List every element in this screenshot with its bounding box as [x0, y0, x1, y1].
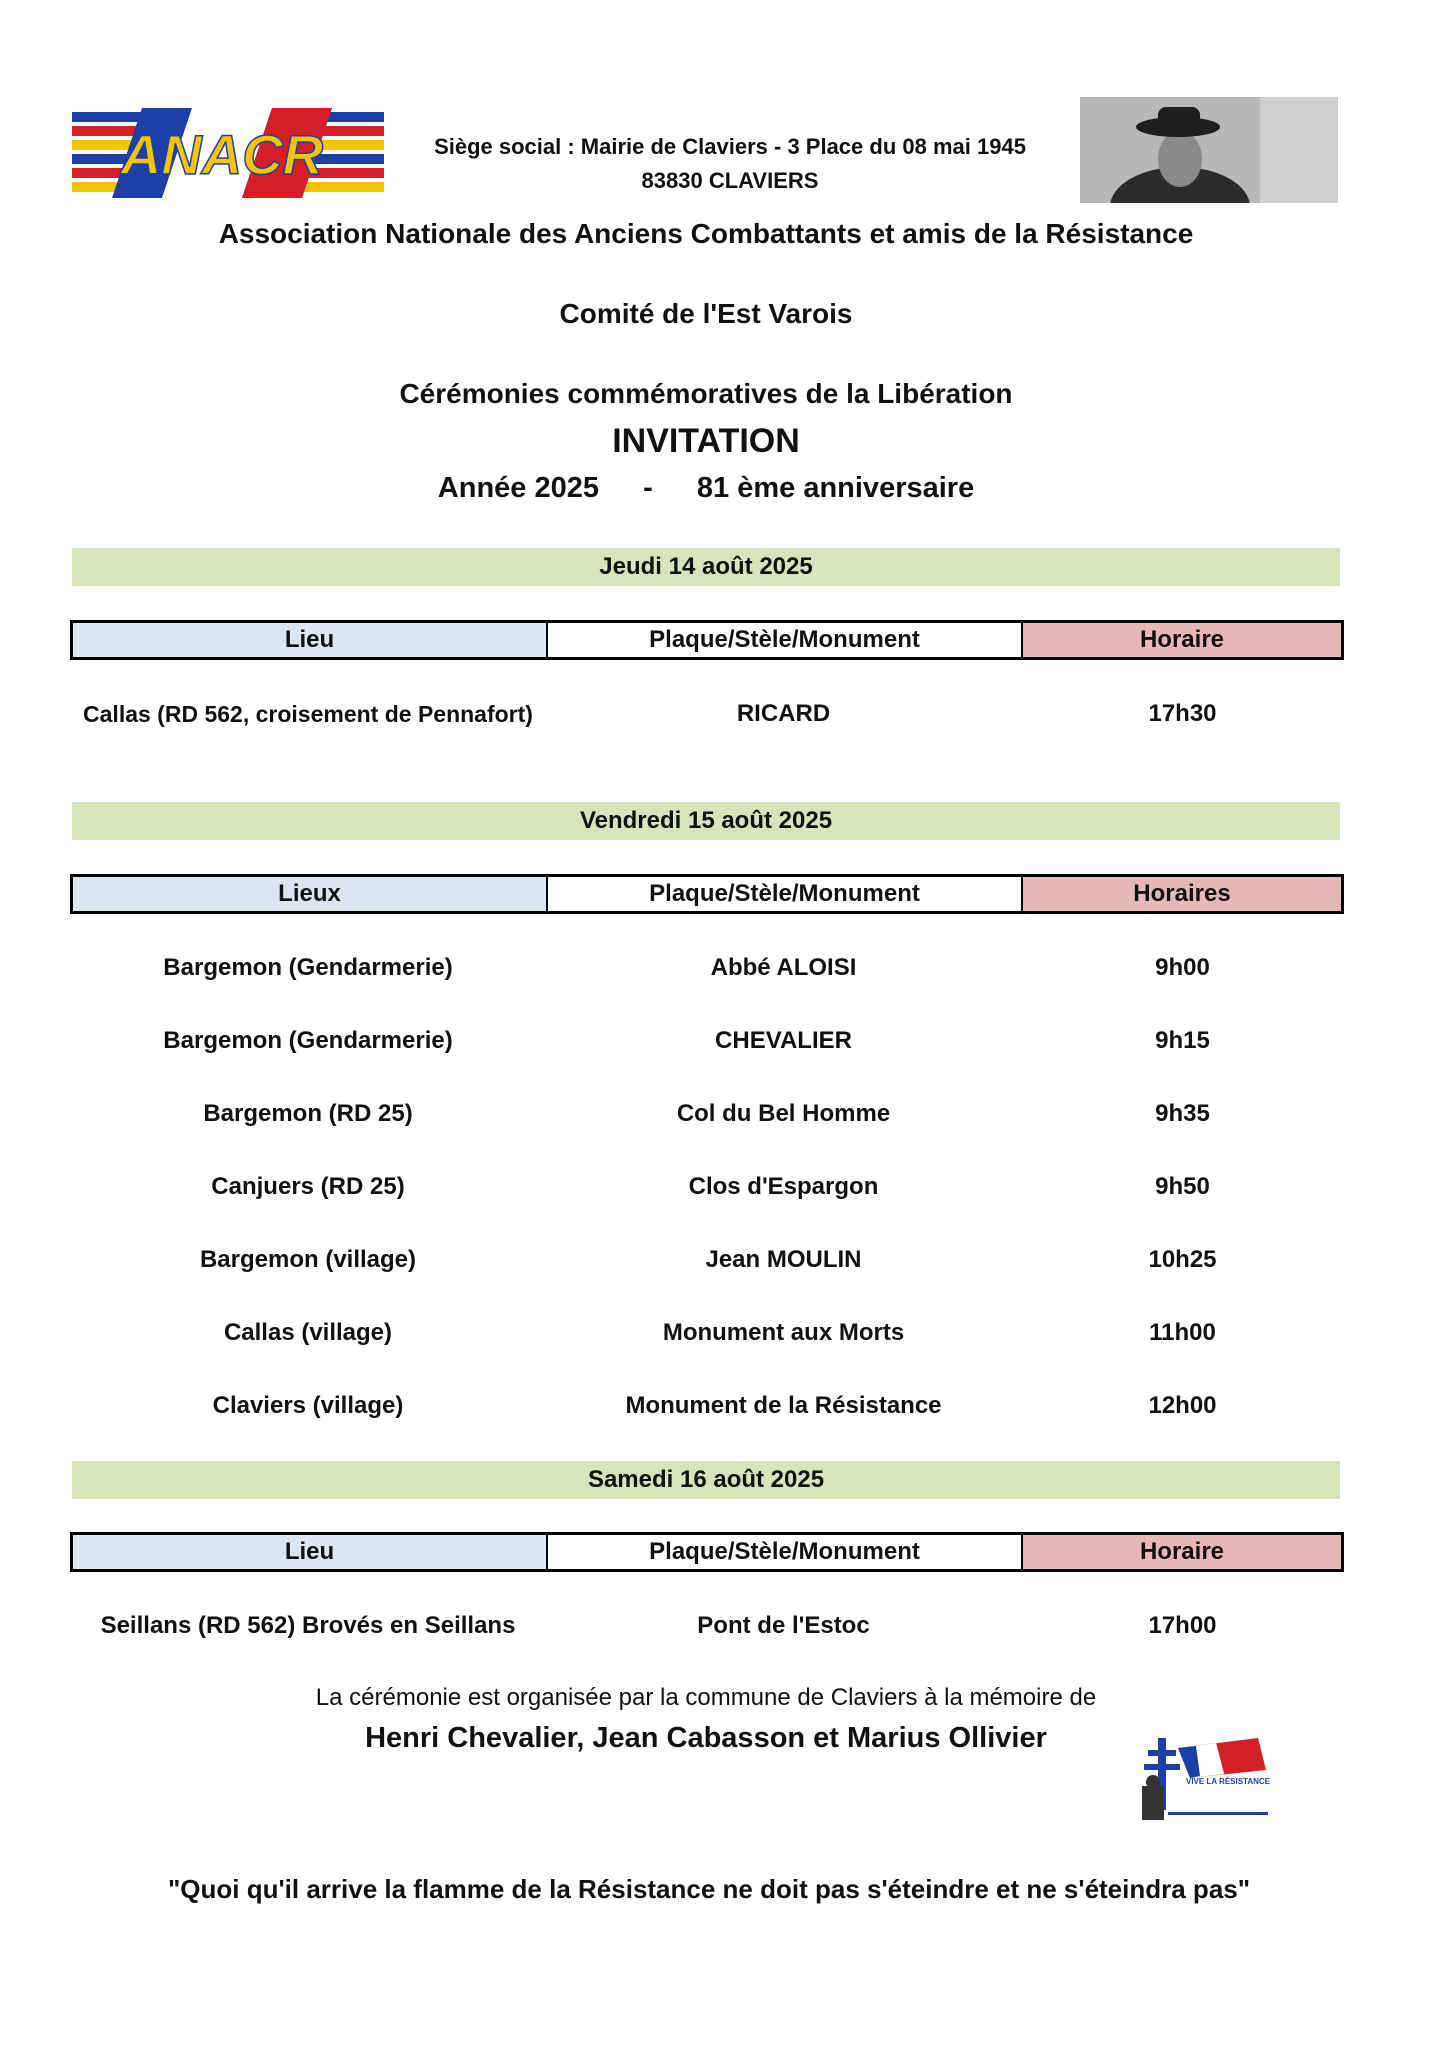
cell-lieu: Bargemon (village): [199, 1246, 417, 1273]
footer-note: La cérémonie est organisée par la commune de Claviers à la mémoire de: [315, 1684, 1097, 1711]
cell-horaire: 9h50: [1155, 1173, 1210, 1200]
closing-quote: "Quoi qu'il arrive la flamme de la Résistance ne doit pas s'éteindre et ne s'éteindra pas": [167, 1874, 1251, 1904]
cell-horaire: 9h00: [1155, 954, 1210, 981]
siege-social: [400, 130, 1060, 198]
header-lieu: Lieu: [73, 1535, 548, 1569]
table-header: [70, 874, 1344, 914]
header-horaire: Horaire: [1023, 623, 1341, 657]
cell-plaque: Monument aux Morts: [662, 1319, 905, 1346]
cell-horaire: 11h00: [1149, 1319, 1216, 1346]
table-row: [70, 1167, 1344, 1207]
year-separator: -: [643, 472, 653, 504]
anacr-logo: [72, 108, 384, 198]
invitation-title: INVITATION: [612, 422, 800, 460]
table-row: [70, 1094, 1344, 1134]
cell-horaire: 10h25: [1148, 1246, 1217, 1273]
header-plaque: Plaque/Stèle/Monument: [548, 877, 1023, 911]
day-bar-samedi: Samedi 16 août 2025: [72, 1461, 1340, 1499]
cell-horaire: 12h00: [1148, 1392, 1217, 1419]
table-row: [70, 1606, 1344, 1646]
cell-lieu: Seillans (RD 562) Brovés en Seillans: [100, 1612, 516, 1639]
header-horaire: Horaire: [1023, 1535, 1341, 1569]
resistance-emblem: [1138, 1728, 1274, 1824]
cell-plaque: CHEVALIER: [715, 1027, 852, 1054]
header-horaire: Horaires: [1023, 877, 1341, 911]
anniversary-label: 81 ème anniversaire: [696, 472, 975, 504]
cell-plaque: Abbé ALOISI: [710, 954, 857, 981]
cell-lieu: Bargemon (Gendarmerie): [163, 954, 453, 981]
cell-lieu: Canjuers (RD 25): [211, 1173, 405, 1200]
association-title: Association Nationale des Anciens Combattants et amis de la Résistance: [218, 218, 1194, 249]
siege-line-1: Siège social : Mairie de Claviers - 3 Place du 08 mai 1945: [434, 134, 1026, 159]
cell-horaire: 17h30: [1148, 700, 1217, 727]
cell-plaque: Clos d'Espargon: [688, 1173, 879, 1200]
cell-plaque: Monument de la Résistance: [625, 1392, 942, 1419]
day-bar-vendredi: Vendredi 15 août 2025: [72, 802, 1340, 840]
cell-lieu: Bargemon (RD 25): [203, 1100, 413, 1127]
year-line: [0, 472, 1412, 505]
table-row: [70, 1386, 1344, 1426]
cell-plaque: RICARD: [736, 700, 831, 727]
year-label: Année 2025: [437, 472, 599, 504]
siege-line-2: 83830 CLAVIERS: [641, 168, 819, 193]
ceremonies-title: Cérémonies commémoratives de la Libération: [399, 378, 1013, 409]
cell-horaire: 17h00: [1148, 1612, 1217, 1639]
cell-lieu: Callas (village): [223, 1319, 393, 1346]
header-plaque: Plaque/Stèle/Monument: [548, 623, 1023, 657]
cell-lieu: Callas (RD 562, croisement de Pennafort): [83, 701, 533, 727]
table-row: [70, 1313, 1344, 1353]
header-lieu: Lieux: [73, 877, 548, 911]
table-row: [70, 948, 1344, 988]
table-header: [70, 1532, 1344, 1572]
cell-lieu: Bargemon (Gendarmerie): [163, 1027, 453, 1054]
cell-lieu: Claviers (village): [212, 1392, 404, 1419]
portrait-photo: [1080, 97, 1338, 203]
header-lieu: Lieu: [73, 623, 548, 657]
cell-plaque: Jean MOULIN: [705, 1246, 862, 1273]
day-bar-jeudi: Jeudi 14 août 2025: [72, 548, 1340, 586]
table-row: [70, 1021, 1344, 1061]
logo-text: ANACR: [120, 123, 324, 186]
table-header: [70, 620, 1344, 660]
table-row: [70, 694, 1344, 734]
table-row: [70, 1240, 1344, 1280]
cell-plaque: Col du Bel Homme: [676, 1100, 891, 1127]
cell-horaire: 9h35: [1155, 1100, 1210, 1127]
header-plaque: Plaque/Stèle/Monument: [548, 1535, 1023, 1569]
comite-title: Comité de l'Est Varois: [559, 298, 853, 329]
emblem-text: VIVE LA RÉSISTANCE: [1186, 1777, 1271, 1786]
cell-horaire: 9h15: [1155, 1027, 1210, 1054]
honored-names: Henri Chevalier, Jean Cabasson et Marius Ollivier: [365, 1722, 1047, 1754]
cell-plaque: Pont de l'Estoc: [697, 1612, 870, 1639]
